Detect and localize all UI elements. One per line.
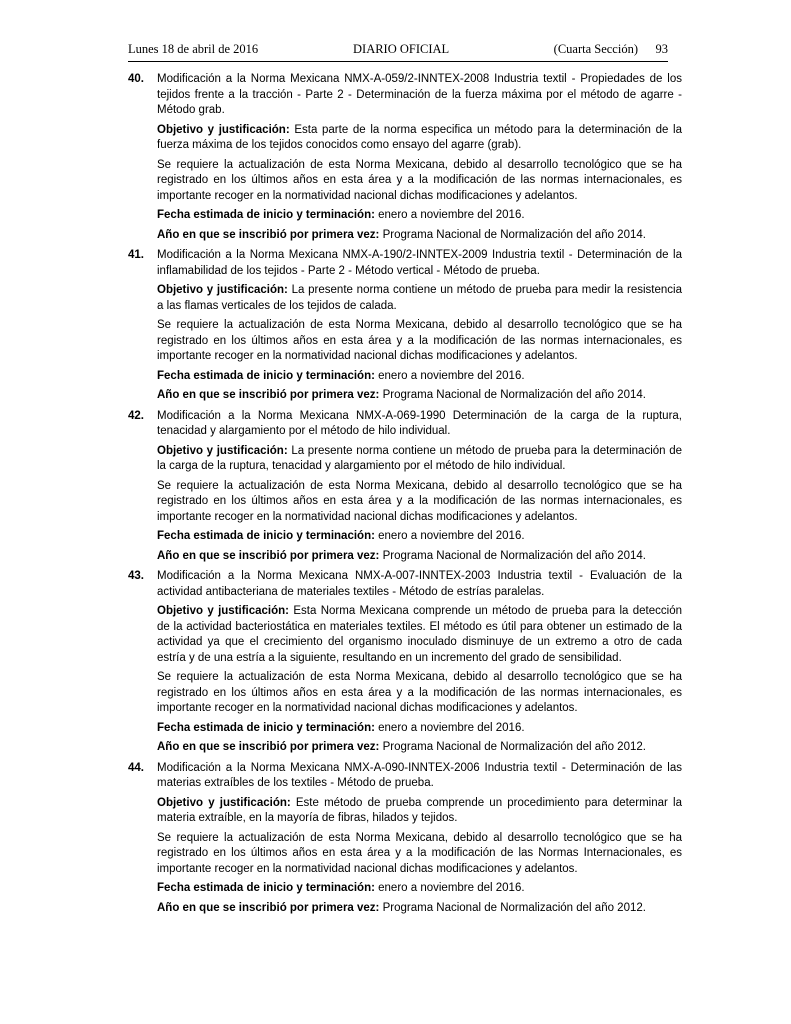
list-item <box>128 569 682 756</box>
item-objective <box>157 796 682 827</box>
objective-label: Objetivo y justificación: <box>157 444 288 457</box>
item-dates <box>157 721 682 737</box>
year-value: Programa Nacional de Normalización del año 2014. <box>382 549 646 562</box>
year-value: Programa Nacional de Normalización del año 2012. <box>382 741 646 753</box>
item-title: Modificación a la Norma Mexicana NMX-A-090-INNTEX-2006 Industria textil - Determinación de las materias extraíbles de los textiles - Método de prueba. <box>157 761 682 789</box>
list-item <box>128 72 682 243</box>
item-number: 43. <box>128 570 144 582</box>
date-value: enero a noviembre del 2016. <box>378 369 525 382</box>
item-dates <box>157 369 682 385</box>
list-item <box>128 761 682 917</box>
item-justification: Se requiere la actualización de esta Norma Mexicana, debido al desarrollo tecnológico que se ha registrado en los últimos años en esta área y a la modificación de las Normas Internacionales, es importante recoger en la normatividad nacional dichas modificaciones y adelantos. <box>157 831 682 875</box>
item-objective <box>157 444 682 475</box>
item-year <box>157 228 682 244</box>
header-rule <box>128 61 668 62</box>
item-number: 42. <box>128 409 144 422</box>
item-objective <box>157 123 682 154</box>
header-page-number: 93 <box>655 42 668 56</box>
item-justification: Se requiere la actualización de esta Norma Mexicana, debido al desarrollo tecnológico que se ha registrado en los últimos años en esta área y a la modificación de las normas internacionales, es importante recoger en la normatividad nacional dichas modificaciones y adelantos. <box>157 319 682 362</box>
date-label: Fecha estimada de inicio y terminación: <box>157 530 375 542</box>
objective-text: Esta parte de la norma especifica un método para la determinación de la fuerza máxima de los tejidos conocidos como ensayo del agarre (grab). <box>157 123 683 151</box>
header-title: DIARIO OFICIAL <box>353 42 450 56</box>
item-justification: Se requiere la actualización de esta Norma Mexicana, debido al desarrollo tecnológico que se ha registrado en los últimos años en esta área y a la modificación de las normas internacionales, es importante recoger en la normatividad nacional dichas modificaciones y adelantos. <box>157 671 682 714</box>
year-value: Programa Nacional de Normalización del año 2014. <box>382 228 646 241</box>
item-title: Modificación a la Norma Mexicana NMX-A-069-1990 Determinación de la carga de la ruptura, tenacidad y alargamiento por el método de hilo individual. <box>157 409 682 437</box>
page-content <box>128 72 682 916</box>
item-year <box>157 549 682 565</box>
date-value: enero a noviembre del 2016. <box>378 721 525 734</box>
objective-text: La presente norma contiene un método de prueba para la determinación de la carga de la ruptura, tenacidad y alargamiento por el método de hilo individual. <box>157 444 682 472</box>
year-value: Programa Nacional de Normalización del año 2014. <box>382 389 646 401</box>
year-value: Programa Nacional de Normalización del año 2012. <box>382 901 646 914</box>
item-number: 44. <box>128 761 144 774</box>
objective-label: Objetivo y justificación: <box>157 284 288 296</box>
item-dates <box>157 208 682 224</box>
year-label: Año en que se inscribió por primera vez: <box>157 389 380 401</box>
objective-label: Objetivo y justificación: <box>157 796 291 809</box>
item-number: 40. <box>128 73 144 85</box>
item-number: 41. <box>128 249 144 261</box>
item-justification: Se requiere la actualización de esta Norma Mexicana, debido al desarrollo tecnológico que se ha registrado en los últimos años en esta área y a la modificación de las normas internacionales, es importante recoger en la normatividad nacional dichas modificaciones y adelantos. <box>157 479 682 523</box>
item-year <box>157 901 682 917</box>
item-dates <box>157 881 682 897</box>
header-section: (Cuarta Sección) <box>553 42 638 56</box>
objective-text: La presente norma contiene un método de prueba para medir la resistencia a las flamas verticales de los tejidos de calada. <box>157 284 682 312</box>
objective-text: Esta Norma Mexicana comprende un método de prueba para la detección de la actividad bacteriostática en materiales textiles. El método es útil para obtener un estimado de la actividad ya que el crecimiento del organismo inoculado disminuye de un extremo a otro de cada estría y de una estría a la siguiente, resultando en un incremento del grado de sensibilidad. <box>157 605 682 664</box>
year-label: Año en que se inscribió por primera vez: <box>157 901 380 914</box>
item-title: Modificación a la Norma Mexicana NMX-A-059/2-INNTEX-2008 Industria textil - Propiedades de los tejidos frente a la tracción - Parte 2 - Determinación de la fuerza máxima por el método de agarre - Método grab. <box>157 73 682 116</box>
item-objective <box>157 283 682 314</box>
date-label: Fecha estimada de inicio y terminación: <box>157 721 375 734</box>
year-label: Año en que se inscribió por primera vez: <box>157 741 380 753</box>
objective-label: Objetivo y justificación: <box>157 605 290 617</box>
objective-label: Objetivo y justificación: <box>157 123 290 136</box>
header-date: Lunes 18 de abril de 2016 <box>128 42 259 56</box>
date-label: Fecha estimada de inicio y terminación: <box>157 882 375 894</box>
date-value: enero a noviembre del 2016. <box>378 530 525 542</box>
date-value: enero a noviembre del 2016. <box>378 209 525 221</box>
item-justification: Se requiere la actualización de esta Norma Mexicana, debido al desarrollo tecnológico que se ha registrado en los últimos años en esta área y a la modificación de las normas internacionales, es importante recoger en la normatividad nacional dichas modificaciones y adelantos. <box>157 158 682 202</box>
date-label: Fecha estimada de inicio y terminación: <box>157 209 375 221</box>
date-label: Fecha estimada de inicio y terminación: <box>157 369 375 382</box>
objective-text: Este método de prueba comprende un procedimiento para determinar la materia extraíble, en la mayoría de fibras, hilados y tejidos. <box>157 796 682 824</box>
list-item <box>128 248 682 404</box>
item-title: Modificación a la Norma Mexicana NMX-A-190/2-INNTEX-2009 Industria textil - Determinación de la inflamabilidad de los tejidos - Parte 2 - Método vertical - Método de prueba. <box>157 249 682 277</box>
item-objective <box>157 604 682 666</box>
date-value: enero a noviembre del 2016. <box>378 882 525 894</box>
list-item <box>128 409 682 565</box>
page-header <box>128 42 668 60</box>
item-year <box>157 388 682 404</box>
year-label: Año en que se inscribió por primera vez: <box>157 228 380 241</box>
item-year <box>157 740 682 756</box>
item-title: Modificación a la Norma Mexicana NMX-A-007-INNTEX-2003 Industria textil - Evaluación de la actividad antibacteriana de materiales textiles - Método de estrías paralelas. <box>157 570 682 598</box>
item-dates <box>157 529 682 545</box>
year-label: Año en que se inscribió por primera vez: <box>157 549 380 562</box>
